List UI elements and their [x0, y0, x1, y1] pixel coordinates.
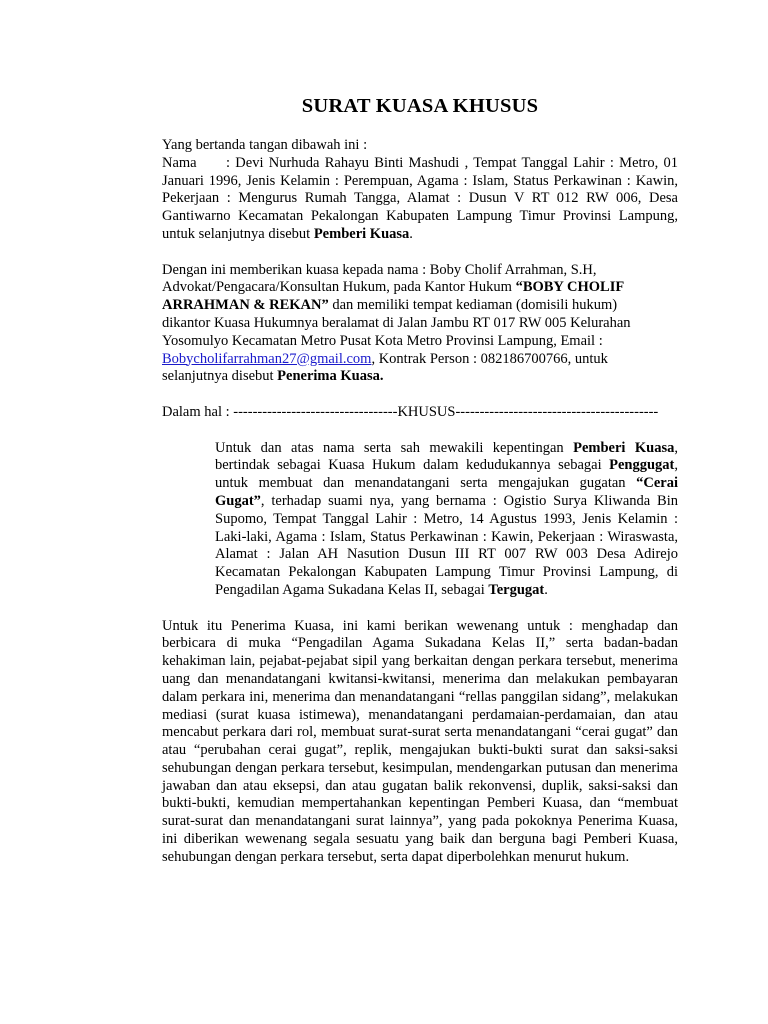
- penerima-kuasa-role: Penerima Kuasa.: [277, 368, 384, 385]
- penerima-kuasa-paragraph: Dengan ini memberikan kuasa kepada nama : Boby Cholif Arrahman, S.H, Advokat/Pengacara/Konsultan Hukum, pada Kantor Hukum “BOBY CHOLIF ARRAHMAN & REKAN” dan memiliki tempat kediaman (domisili hukum) dikantor Kuasa Hukumnya beralamat di Jalan Jambu RT 017 RW 005 Kelurahan Yosomulyo Kecamatan Metro Pusat Kota Metro Provinsi Lampung, Email : Bobycholifarrahman27@gmail.com, Kontrak Person : 082186700766, untuk selanjutnya disebut Penerima Kuasa.: [162, 261, 631, 385]
- page-title: SURAT KUASA KHUSUS: [301, 95, 539, 117]
- dalam-hal-line: Dalam hal : ----------------------------------KHUSUS------------------------------------------: [162, 403, 659, 420]
- nama-label: Nama: [162, 154, 197, 171]
- document-page: [162, 93, 678, 867]
- pemberi-kuasa-role: Pemberi Kuasa: [313, 225, 410, 242]
- firm-name: “BOBY CHOLIF: [515, 279, 625, 296]
- firm-name-cont: ARRAHMAN & REKAN”: [162, 297, 329, 314]
- email-link[interactable]: Bobycholifarrahman27@gmail.com: [162, 350, 372, 367]
- wewenang-paragraph: Untuk itu Penerima Kuasa, ini kami berikan wewenang untuk : menghadap dan berbicara di muka “Pengadilan Agama Sukadana Kelas II,” serta badan-badan kehakiman lain, pejabat-pejabat sipil yang berkaitan dengan perkara tersebut, menerima uang dan menandatangani kwitansi-kwitansi, menerima dan melakukan pembayaran dalam perkara ini, menerima dan menandatangani “rellas panggilan sidang”, melakukan mediasi (surat kuasa istimewa), menandatangani perdamaian-perdamaian, dan atau mencabut perkara dari rol, membuat surat-surat serta menandatangani “cerai gugat” dan atau “perubahan cerai gugat”, replik, mengajukan bukti-bukti surat dan saksi-saksi sehubungan dengan perkara tersebut, kesimpulan, mendengarkan putusan dan menerima jawaban dan atau eksepsi, dan atau gugatan balik rekonvensi, duplik, saksi-saksi dan bukti-bukti, kemudian mempertahankan kepentingan Pemberi Kuasa, dan “membuat surat-surat dan menandatangani surat lainnya”, yang pada pokoknya Penerima Kuasa, ini diberikan wewenang segala sesuatu yang baik dan berguna bagi Pemberi Kuasa, sehubungan dengan perkara tersebut, serta dapat diperbolehkan menurut hukum.: [162, 617, 678, 865]
- pemberi-kuasa-paragraph: Nama : Devi Nurhuda Rahayu Binti Mashudi , Tempat Tanggal Lahir : Metro, 01 Januari 1996, Jenis Kelamin : Perempuan, Agama : Islam, Status Perkawinan : Kawin, Pekerjaan : Mengurus Rumah Tangga, Alamat : Dusun V RT 012 RW 006, Desa Gantiwarno Kecamatan Pekalongan Kabupaten Lampung Timur Provinsi Lampung, untuk selanjutnya disebut Pemberi Kuasa.: [162, 154, 678, 242]
- pemberi-kuasa-details: : Devi Nurhuda Rahayu Binti Mashudi , Tempat Tanggal Lahir : Metro, 01 Januari 1996, Jenis Kelamin : Perempuan, Agama : Islam, Status Perkawinan : Kawin, Pekerjaan : Mengurus Rumah Tangga, Alamat : Dusun V RT 012 RW 006, Desa Gantiwarno Kecamatan Pekalongan Kabupaten Lampung Timur Provinsi Lampung, untuk selanjutnya disebut: [162, 154, 678, 242]
- intro-line: Yang bertanda tangan dibawah ini :: [162, 137, 368, 153]
- khusus-paragraph: Untuk dan atas nama serta sah mewakili kepentingan Pemberi Kuasa, bertindak sebagai Kuasa Hukum dalam kedudukannya sebagai Penggugat, untuk membuat dan menandatangani serta mengajukan gugatan “Cerai Gugat”, terhadap suami nya, yang bernama : Ogistio Surya Kliwanda Bin Supomo, Tempat Tanggal Lahir : Metro, 14 Agustus 1993, Jenis Kelamin : Laki-laki, Agama : Islam, Status Perkawinan : Kawin, Pekerjaan : Wiraswasta, Alamat : Jalan AH Nasution Dusun III RT 007 RW 003 Desa Adirejo Kecamatan Pekalongan Kabupaten Lampung Timur Provinsi Lampung, di Pengadilan Agama Sukadana Kelas II, sebagai Tergugat.: [215, 439, 678, 598]
